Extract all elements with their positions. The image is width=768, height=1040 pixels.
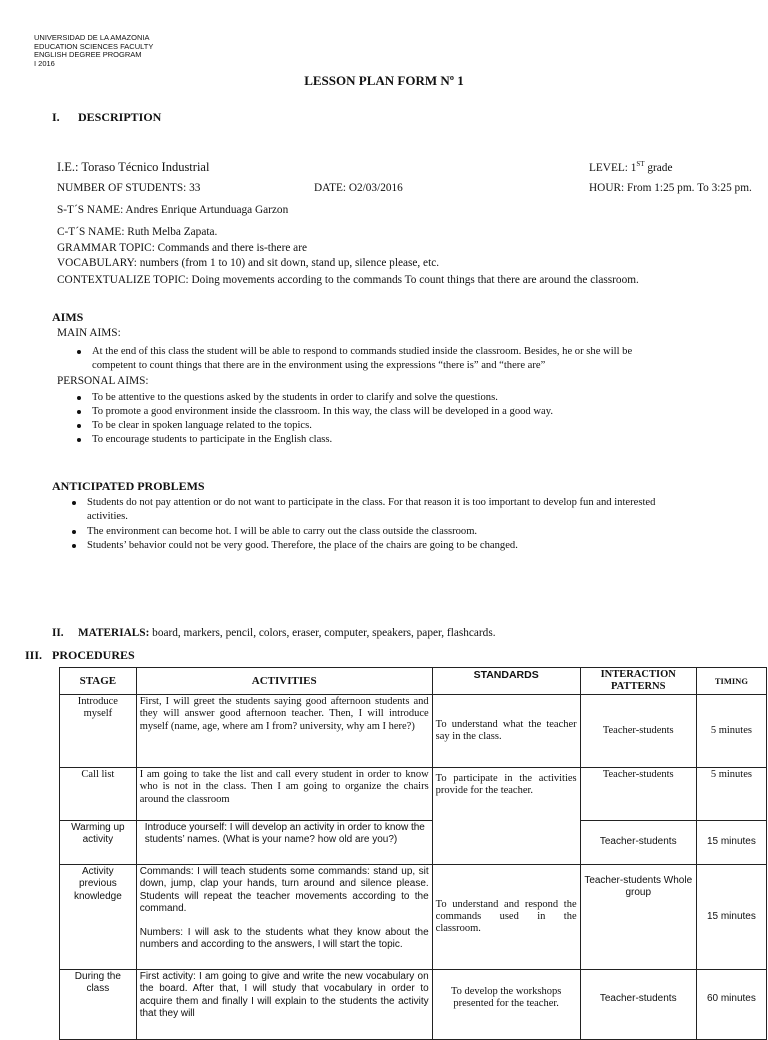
- section-heading-description: DESCRIPTION: [78, 110, 162, 124]
- timing-cell: 5 minutes: [696, 768, 766, 821]
- problem-text: Students’ behavior could not be very good. Therefore, the place of the chairs are going to be changed.: [87, 540, 518, 551]
- stage-cell: Call list: [60, 768, 137, 821]
- bullet-icon: [77, 396, 81, 400]
- main-aim-line: competent to count things that there are in the environment using the expressions “there is” and “there are”: [92, 359, 546, 371]
- materials-text: board, markers, pencil, colors, eraser, computer, speakers, paper, flashcards.: [149, 627, 496, 639]
- materials-line: [52, 627, 496, 639]
- semester: I 2016: [34, 58, 55, 68]
- level-superscript: ST: [636, 160, 645, 168]
- standard-cell: To participate in the activities provide for the teacher.: [432, 768, 580, 865]
- problem-line: activities.: [87, 510, 128, 522]
- personal-aim-text: To be attentive to the questions asked by the students in order to clarify and solve the questions.: [92, 392, 498, 403]
- main-aim-item: [92, 345, 632, 372]
- activity-cell: [136, 865, 432, 970]
- stage-cell: During the class: [60, 970, 137, 1040]
- personal-aim-item: [92, 405, 553, 419]
- stage-cell: Introduce myself: [60, 695, 137, 768]
- table-header-row: [60, 668, 767, 695]
- timing-cell: 15 minutes: [696, 865, 766, 970]
- aims-heading: AIMS: [52, 310, 84, 324]
- personal-aim-item: [92, 391, 498, 405]
- header-stage: STAGE: [60, 668, 137, 695]
- cooperating-teacher-name: C-T´S NAME: Ruth Melba Zapata.: [57, 226, 218, 238]
- table-row: [60, 768, 767, 821]
- level-field: [589, 160, 672, 174]
- level-prefix: LEVEL: 1: [589, 161, 637, 174]
- problems-heading: ANTICIPATED PROBLEMS: [52, 479, 205, 493]
- interaction-cell: Teacher-students: [580, 695, 696, 768]
- problem-text: The environment can become hot. I will be able to carry out the class outside the classroom.: [87, 526, 478, 537]
- procedures-heading: PROCEDURES: [52, 648, 135, 662]
- activity-paragraph: Numbers: I will ask to the students what they know about the numbers and according to the answers, I will start the topic.: [139, 927, 429, 951]
- section-number-description: I.: [52, 110, 60, 124]
- bullet-icon: [77, 410, 81, 414]
- bullet-icon: [72, 501, 76, 505]
- table-row: [60, 695, 767, 768]
- institution-field: I.E.: Toraso Técnico Industrial: [57, 160, 210, 174]
- table-row: [60, 821, 767, 865]
- timing-cell: 5 minutes: [696, 695, 766, 768]
- interaction-cell: Teacher-students: [580, 970, 696, 1040]
- problem-item: [87, 539, 518, 553]
- main-aim-line: At the end of this class the student will be able to respond to commands studied inside the classroom. Besides, he or she will be: [92, 346, 633, 357]
- bullet-icon: [72, 544, 76, 548]
- table-row: [60, 970, 767, 1040]
- student-teacher-name: S-T´S NAME: Andres Enrique Artunduaga Garzon: [57, 204, 289, 216]
- activity-cell: Introduce yourself: I will develop an activity in order to know the students’ names. (What is your name? how old are you?): [136, 821, 432, 865]
- level-suffix: grade: [644, 161, 673, 174]
- standard-cell: To understand and respond the commands used in the classroom.: [432, 865, 580, 970]
- personal-aim-text: To encourage students to participate in the English class.: [92, 434, 333, 445]
- personal-aim-text: To be clear in spoken language related to the topics.: [92, 420, 312, 431]
- students-field: NUMBER OF STUDENTS: 33: [57, 182, 201, 194]
- interaction-cell: Teacher-students: [580, 768, 696, 821]
- program-name: ENGLISH DEGREE PROGRAM: [34, 50, 142, 60]
- hour-field: HOUR: From 1:25 pm. To 3:25 pm.: [589, 182, 752, 194]
- page-title: LESSON PLAN FORM Nº 1: [304, 73, 464, 88]
- materials-number: II.: [52, 627, 64, 639]
- personal-aims-label: PERSONAL AIMS:: [57, 375, 149, 387]
- activity-cell: First activity: I am going to give and write the new vocabulary on the board. After that, I will study that vocabulary in order to acquire them and finally I will explain to the students the activity that they will: [136, 970, 432, 1040]
- problem-line: Students do not pay attention or do not want to participate in the class. For that reason it is too important to develop fun and interested: [87, 497, 656, 508]
- problem-item: [87, 496, 655, 523]
- activity-cell: I am going to take the list and call every student in order to know who is not in the class. Then I am going to organize the chairs around the classroom: [136, 768, 432, 821]
- bullet-icon: [77, 424, 81, 428]
- standard-cell: To develop the workshops presented for the teacher.: [432, 970, 580, 1040]
- personal-aim-text: To promote a good environment inside the classroom. In this way, the class will be developed in a good way.: [92, 406, 553, 417]
- header-interaction: INTERACTION PATTERNS: [580, 668, 696, 695]
- grammar-topic: GRAMMAR TOPIC: Commands and there is-there are: [57, 242, 307, 254]
- main-aims-label: MAIN AIMS:: [57, 327, 121, 339]
- bullet-icon: [77, 438, 81, 442]
- stage-cell: Warming up activity: [60, 821, 137, 865]
- timing-cell: 15 minutes: [696, 821, 766, 865]
- materials-label: MATERIALS:: [78, 627, 150, 639]
- activity-cell: First, I will greet the students saying good afternoon students and they will answer good afternoon teacher. Then, I will introduce myself (name, age, where am I from? university, why am I here?): [136, 695, 432, 768]
- interaction-cell: Teacher-students: [580, 821, 696, 865]
- personal-aim-item: [92, 433, 332, 447]
- date-field: DATE: O2/03/2016: [314, 182, 403, 194]
- contextualize-topic: CONTEXTUALIZE TOPIC: Doing movements according to the commands To count things that there are around the classroom.: [57, 274, 639, 286]
- vocabulary-topic: VOCABULARY: numbers (from 1 to 10) and sit down, stand up, silence please, etc.: [57, 257, 440, 269]
- institution-header: [34, 34, 153, 68]
- interaction-cell: Teacher-students Whole group: [580, 865, 696, 970]
- activity-paragraph: Commands: I will teach students some commands: stand up, sit down, jump, clap your hands, turn around and silence please. Students will repeat the teacher movements according to the command.: [139, 866, 429, 914]
- standard-cell: To understand what the teacher say in the class.: [432, 695, 580, 768]
- header-activities: ACTIVITIES: [136, 668, 432, 695]
- header-timing: TIMING: [696, 668, 766, 695]
- procedures-table: [59, 667, 767, 1040]
- university-name: UNIVERSIDAD DE LA AMAZONIA: [34, 33, 150, 42]
- header-standards: STANDARDS: [432, 668, 580, 695]
- procedures-number: III.: [25, 648, 43, 662]
- stage-cell: Activity previous knowledge: [60, 865, 137, 970]
- faculty-name: EDUCATION SCIENCES FACULTY: [34, 41, 154, 51]
- bullet-icon: [72, 530, 76, 534]
- table-row: [60, 865, 767, 970]
- personal-aim-item: [92, 419, 312, 433]
- timing-cell: 60 minutes: [696, 970, 766, 1040]
- problem-item: [87, 525, 477, 539]
- bullet-icon: [77, 350, 81, 354]
